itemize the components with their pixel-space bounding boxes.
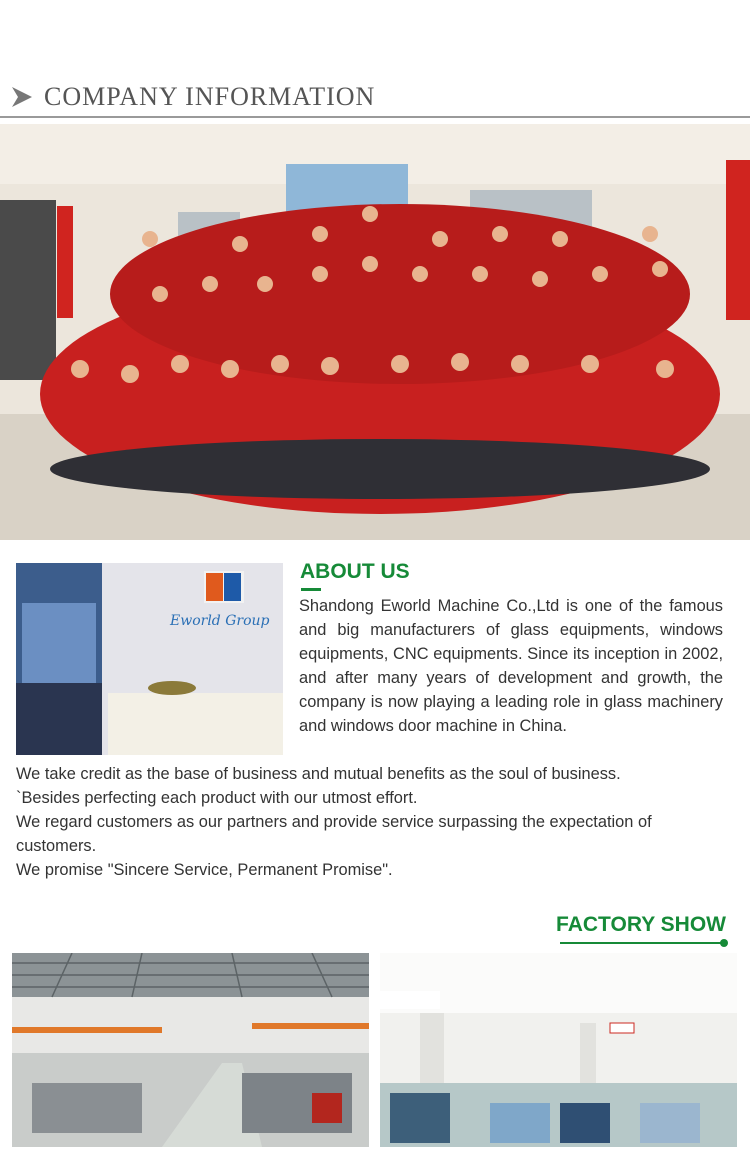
factory-workshop-photo-2 bbox=[380, 953, 737, 1147]
header-divider bbox=[0, 116, 750, 118]
office-sign-text: Eworld Group bbox=[170, 613, 270, 629]
factory-show-heading: FACTORY SHOW bbox=[556, 913, 726, 936]
factory-workshop-photo-1 bbox=[12, 953, 369, 1147]
factory-show-dot bbox=[720, 939, 728, 947]
office-reception-photo bbox=[16, 563, 283, 755]
about-us-underline bbox=[301, 588, 321, 591]
section-header bbox=[0, 78, 750, 118]
about-paragraph: We regard customers as our partners and provide service surpassing the expectation of customers. bbox=[16, 813, 652, 855]
team-photo bbox=[0, 124, 750, 540]
about-us-heading: ABOUT US bbox=[300, 560, 410, 583]
about-paragraph: `Besides perfecting each product with our utmost effort. bbox=[16, 789, 418, 807]
chevron-right-icon bbox=[10, 85, 34, 109]
about-body bbox=[16, 762, 726, 882]
about-intro-text: Shandong Eworld Machine Co.,Ltd is one of the famous and big manufacturers of glass equipments, windows equipments, CNC equipments. Since its inception in 2002, and after many years of development and growth, the company is now playing a leading role in glass machinery and windows door machine in China. bbox=[299, 597, 723, 735]
about-paragraph: We promise "Sincere Service, Permanent Promise". bbox=[16, 861, 393, 879]
section-title: COMPANY INFORMATION bbox=[44, 82, 376, 111]
factory-show-rule bbox=[560, 942, 724, 944]
about-paragraph: We take credit as the base of business and mutual benefits as the soul of business. bbox=[16, 765, 621, 783]
